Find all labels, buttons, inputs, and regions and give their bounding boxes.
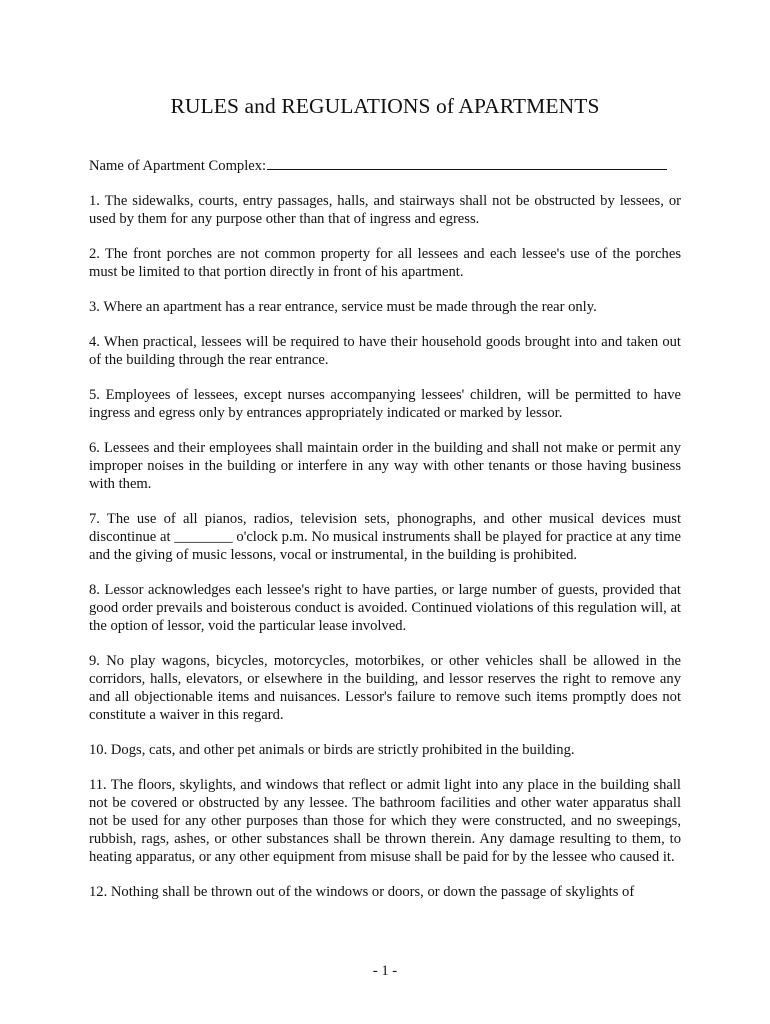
rule-8: 8. Lessor acknowledges each lessee's right to have parties, or large number of guests, provided that good order prevails and boisterous conduct is avoided. Continued violations of this regulation will, at the option of lessor, void the particular lease involved. — [89, 582, 681, 634]
rule-3: 3. Where an apartment has a rear entrance, service must be made through the rear only. — [89, 299, 597, 315]
rule-4: 4. When practical, lessees will be required to have their household goods brought into and taken out of the building through the rear entrance. — [89, 334, 681, 368]
rule-10: 10. Dogs, cats, and other pet animals or birds are strictly prohibited in the building. — [89, 742, 575, 758]
rule-9: 9. No play wagons, bicycles, motorcycles, motorbikes, or other vehicles shall be allowed in the corridors, halls, elevators, or elsewhere in the building, and lessor reserves the right to remove any and all objectionable items and nuisances. Lessor's failure to remove such items promptly does not constitute a waiver in this regard. — [89, 653, 681, 723]
page-number: - 1 - — [372, 963, 398, 979]
rule-5: 5. Employees of lessees, except nurses accompanying lessees' children, will be permitted to have ingress and egress only by entrances appropriately indicated or marked by lessor. — [89, 387, 681, 421]
apartment-complex-line — [89, 157, 689, 175]
document-title: RULES and REGULATIONS of APARTMENTS — [170, 94, 600, 118]
rule-7: 7. The use of all pianos, radios, television sets, phonographs, and other musical devices must discontinue at ________ o'clock p.m. No musical instruments shall be played for practice at any time and the giving of music lessons, vocal or instrumental, in the building is prohibited. — [89, 511, 681, 563]
rule-2: 2. The front porches are not common property for all lessees and each lessee's use of the porches must be limited to that portion directly in front of his apartment. — [89, 246, 681, 280]
rules-list — [89, 192, 681, 918]
rule-1: 1. The sidewalks, courts, entry passages, halls, and stairways shall not be obstructed by lessees, or used by them for any purpose other than that of ingress and egress. — [89, 193, 681, 227]
rule-12: 12. Nothing shall be thrown out of the windows or doors, or down the passage of skylights of — [89, 884, 635, 900]
apartment-complex-label: Name of Apartment Complex: — [89, 158, 267, 174]
rule-11: 11. The floors, skylights, and windows that reflect or admit light into any place in the building shall not be covered or obstructed by any lessee. The bathroom facilities and other water apparatus shall not be used for any other purposes than those for which they were constructed, and no sweepings, rubbish, rags, ashes, or other substances shall be thrown therein. Any damage resulting to them, to heating apparatus, or any other equipment from misuse shall be paid for by the lessee who caused it. — [89, 777, 681, 865]
rule-6: 6. Lessees and their employees shall maintain order in the building and shall not make or permit any improper noises in the building or interfere in any way with other tenants or those having business with them. — [89, 440, 681, 492]
apartment-complex-blank — [267, 157, 667, 170]
